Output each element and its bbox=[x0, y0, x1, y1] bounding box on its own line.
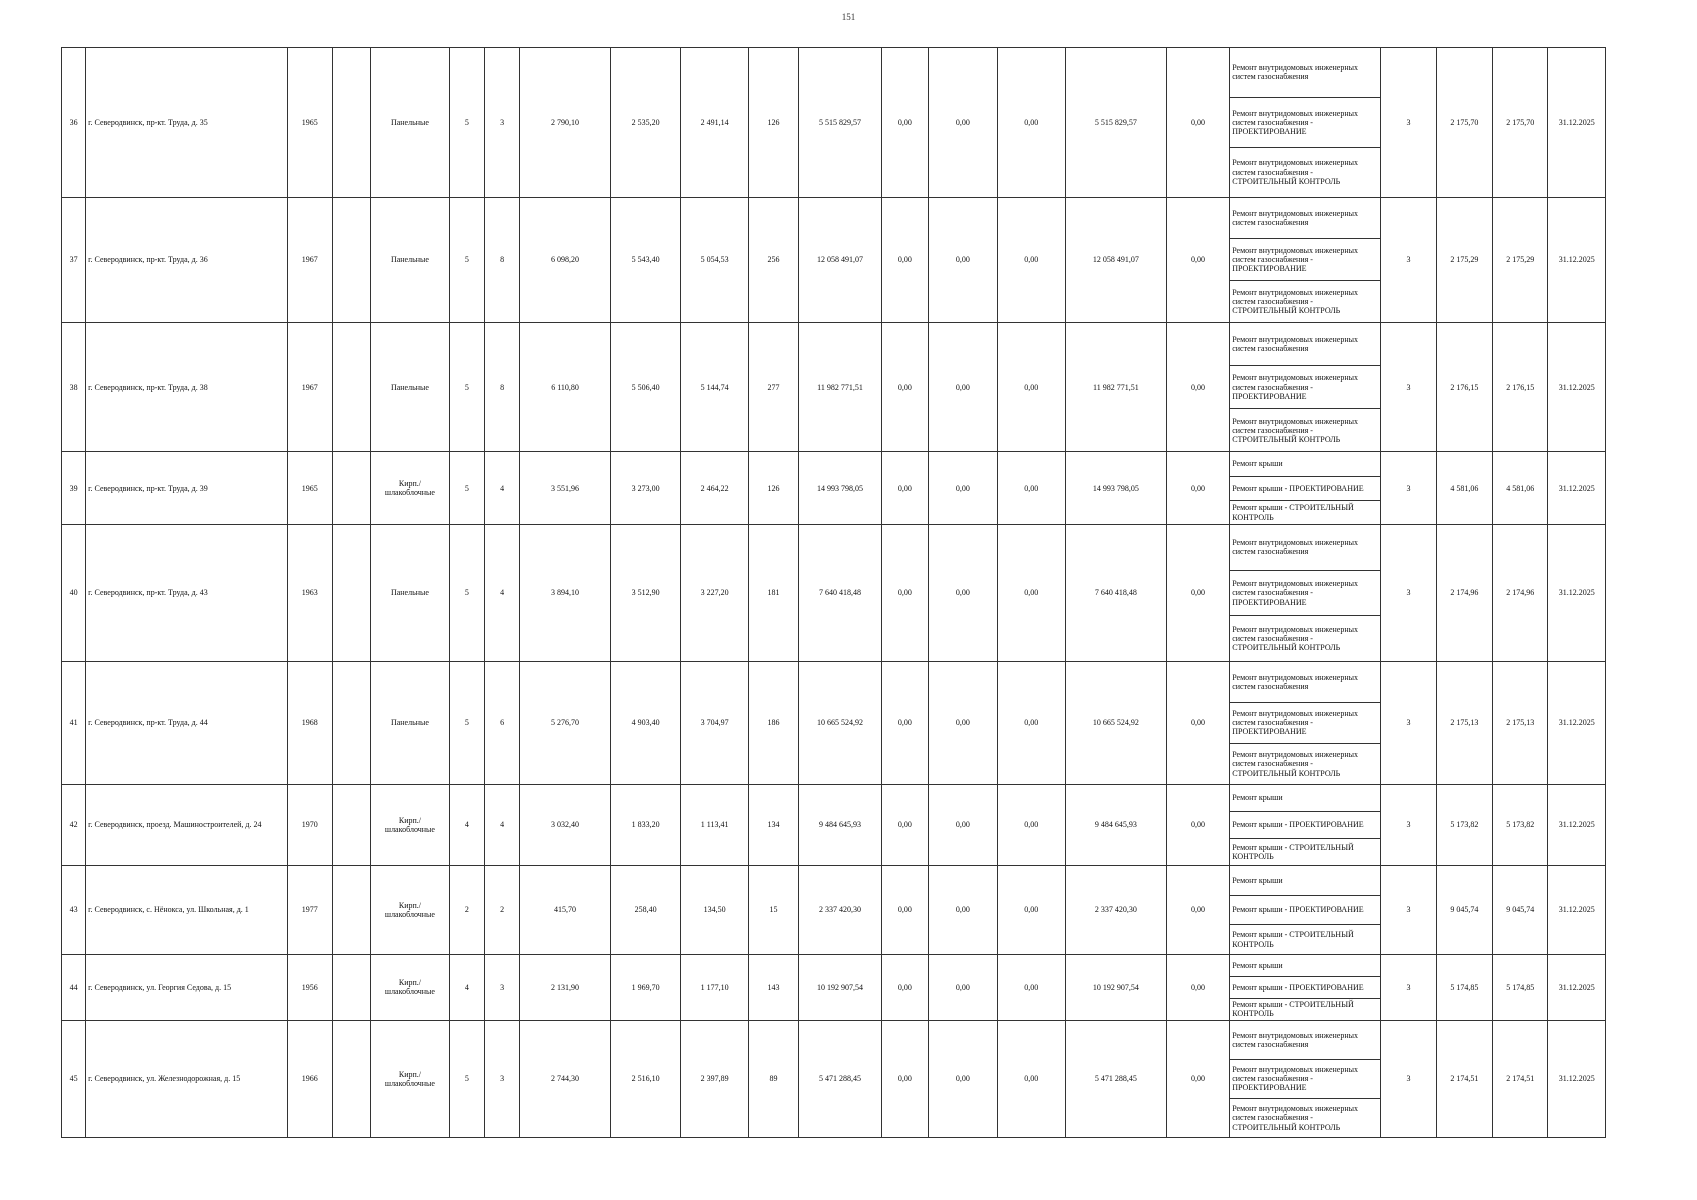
cell-blank bbox=[332, 197, 370, 322]
cell-fund2: 0,00 bbox=[929, 525, 997, 662]
cell-floors: 5 bbox=[449, 1020, 484, 1137]
table-row bbox=[62, 865, 1606, 954]
cell-address: г. Северодвинск, пр-кт. Труда, д. 35 bbox=[86, 48, 287, 198]
cell-fund2: 0,00 bbox=[929, 661, 997, 784]
cell-unit: 3 bbox=[1381, 48, 1436, 198]
cell-residents: 134 bbox=[748, 785, 798, 866]
cell-fund3: 0,00 bbox=[997, 785, 1065, 866]
cell-address: г. Северодвинск, пр-кт. Труда, д. 39 bbox=[86, 452, 287, 525]
cell-unit-cost: 4 581,06 bbox=[1436, 452, 1492, 525]
table-row bbox=[62, 323, 1606, 452]
cell-area-res: 1 177,10 bbox=[681, 954, 748, 1020]
cell-year: 1967 bbox=[287, 197, 332, 322]
cell-fund1: 0,00 bbox=[881, 1020, 928, 1137]
cell-address: г. Северодвинск, с. Нёнокса, ул. Школьная, д. 1 bbox=[86, 865, 287, 954]
cell-area-living: 5 506,40 bbox=[610, 323, 681, 452]
cell-unit: 3 bbox=[1381, 954, 1436, 1020]
work-item: Ремонт внутридомовых инженерных систем газоснабжения bbox=[1230, 1021, 1380, 1060]
work-item: Ремонт внутридомовых инженерных систем газоснабжения - СТРОИТЕЛЬНЫЙ КОНТРОЛЬ bbox=[1232, 158, 1359, 186]
cell-fund-owner: 11 982 771,51 bbox=[1066, 323, 1167, 452]
register-table bbox=[61, 47, 1606, 1138]
cell-entrances: 4 bbox=[484, 452, 519, 525]
work-item: Ремонт внутридомовых инженерных систем газоснабжения - СТРОИТЕЛЬНЫЙ КОНТРОЛЬ bbox=[1232, 1104, 1359, 1132]
work-item: Ремонт крыши - СТРОИТЕЛЬНЫЙ КОНТРОЛЬ bbox=[1232, 930, 1354, 949]
cell-unit: 3 bbox=[1381, 865, 1436, 954]
cell-entrances: 8 bbox=[484, 323, 519, 452]
cell-fund1: 0,00 bbox=[881, 525, 928, 662]
cell-area-living: 3 512,90 bbox=[610, 525, 681, 662]
cell-wall: Панельные bbox=[371, 197, 450, 322]
cell-floors: 5 bbox=[449, 323, 484, 452]
work-item: Ремонт крыши bbox=[1230, 866, 1380, 896]
cell-entrances: 3 bbox=[484, 48, 519, 198]
cell-unit-cost: 2 174,96 bbox=[1436, 525, 1492, 662]
cell-area-res: 3 704,97 bbox=[681, 661, 748, 784]
cell-area-res: 5 144,74 bbox=[681, 323, 748, 452]
cell-works bbox=[1230, 197, 1381, 322]
cell-area-living: 258,40 bbox=[610, 865, 681, 954]
cell-area-living: 2 535,20 bbox=[610, 48, 681, 198]
cell-unit: 3 bbox=[1381, 323, 1436, 452]
cell-area-total: 5 276,70 bbox=[520, 661, 611, 784]
cell-area-res: 134,50 bbox=[681, 865, 748, 954]
cell-unit-cost: 5 174,85 bbox=[1436, 954, 1492, 1020]
cell-address: г. Северодвинск, ул. Георгия Седова, д. 15 bbox=[86, 954, 287, 1020]
cell-unit-cost: 2 176,15 bbox=[1436, 323, 1492, 452]
cell-fund5: 0,00 bbox=[1166, 661, 1229, 784]
work-item: Ремонт внутридомовых инженерных систем газоснабжения bbox=[1230, 662, 1380, 703]
cell-date: 31.12.2025 bbox=[1548, 48, 1606, 198]
cell-blank bbox=[332, 865, 370, 954]
work-item: Ремонт внутридомовых инженерных систем газоснабжения - ПРОЕКТИРОВАНИЕ bbox=[1230, 1060, 1380, 1099]
cell-unit-cost: 2 174,51 bbox=[1436, 1020, 1492, 1137]
cell-fund-owner: 7 640 418,48 bbox=[1066, 525, 1167, 662]
cell-fund5: 0,00 bbox=[1166, 865, 1229, 954]
cell-wall: Кирп./ шлакоблочные bbox=[371, 785, 450, 866]
cell-year: 1965 bbox=[287, 48, 332, 198]
cell-works bbox=[1230, 525, 1381, 662]
work-item: Ремонт внутридомовых инженерных систем газоснабжения - ПРОЕКТИРОВАНИЕ bbox=[1230, 98, 1380, 148]
work-item: Ремонт внутридомовых инженерных систем газоснабжения - СТРОИТЕЛЬНЫЙ КОНТРОЛЬ bbox=[1232, 624, 1359, 653]
cell-year: 1970 bbox=[287, 785, 332, 866]
cell-entrances: 8 bbox=[484, 197, 519, 322]
cell-fund2: 0,00 bbox=[929, 865, 997, 954]
cell-max-cost: 2 176,15 bbox=[1493, 323, 1548, 452]
work-item: Ремонт крыши - СТРОИТЕЛЬНЫЙ КОНТРОЛЬ bbox=[1232, 1000, 1354, 1019]
cell-num: 41 bbox=[62, 661, 86, 784]
cell-year: 1977 bbox=[287, 865, 332, 954]
cell-residents: 126 bbox=[748, 48, 798, 198]
cell-max-cost: 2 174,51 bbox=[1493, 1020, 1548, 1137]
table-row bbox=[62, 525, 1606, 662]
cell-floors: 5 bbox=[449, 48, 484, 198]
cell-date: 31.12.2025 bbox=[1548, 661, 1606, 784]
cell-floors: 4 bbox=[449, 785, 484, 866]
work-item: Ремонт крыши - СТРОИТЕЛЬНЫЙ КОНТРОЛЬ bbox=[1232, 503, 1354, 522]
table-row bbox=[62, 785, 1606, 866]
cell-fund3: 0,00 bbox=[997, 525, 1065, 662]
cell-area-total: 2 790,10 bbox=[520, 48, 611, 198]
work-item: Ремонт внутридомовых инженерных систем газоснабжения - СТРОИТЕЛЬНЫЙ КОНТРОЛЬ bbox=[1232, 416, 1359, 444]
cell-fund-owner: 5 515 829,57 bbox=[1066, 48, 1167, 198]
cell-residents: 256 bbox=[748, 197, 798, 322]
cell-area-total: 6 098,20 bbox=[520, 197, 611, 322]
work-item: Ремонт крыши - СТРОИТЕЛЬНЫЙ КОНТРОЛЬ bbox=[1232, 842, 1354, 861]
cell-fund5: 0,00 bbox=[1166, 452, 1229, 525]
cell-fund3: 0,00 bbox=[997, 323, 1065, 452]
cell-fund1: 0,00 bbox=[881, 865, 928, 954]
cell-fund5: 0,00 bbox=[1166, 48, 1229, 198]
cell-fund5: 0,00 bbox=[1166, 525, 1229, 662]
cell-num: 39 bbox=[62, 452, 86, 525]
cell-unit-cost: 9 045,74 bbox=[1436, 865, 1492, 954]
cell-residents: 15 bbox=[748, 865, 798, 954]
cell-blank bbox=[332, 323, 370, 452]
cell-fund3: 0,00 bbox=[997, 48, 1065, 198]
cell-fund2: 0,00 bbox=[929, 48, 997, 198]
page-number: 151 bbox=[841, 12, 856, 22]
work-item: Ремонт внутридомовых инженерных систем газоснабжения bbox=[1230, 525, 1380, 571]
cell-unit-cost: 2 175,13 bbox=[1436, 661, 1492, 784]
cell-fund5: 0,00 bbox=[1166, 785, 1229, 866]
cell-area-total: 2 744,30 bbox=[520, 1020, 611, 1137]
cell-max-cost: 2 175,29 bbox=[1493, 197, 1548, 322]
cell-unit: 3 bbox=[1381, 197, 1436, 322]
cell-floors: 4 bbox=[449, 954, 484, 1020]
cell-fund1: 0,00 bbox=[881, 661, 928, 784]
cell-fund3: 0,00 bbox=[997, 865, 1065, 954]
cell-wall: Панельные bbox=[371, 48, 450, 198]
cell-area-res: 2 464,22 bbox=[681, 452, 748, 525]
cell-floors: 5 bbox=[449, 525, 484, 662]
cell-residents: 181 bbox=[748, 525, 798, 662]
cell-year: 1963 bbox=[287, 525, 332, 662]
cell-fund3: 0,00 bbox=[997, 1020, 1065, 1137]
cell-area-living: 3 273,00 bbox=[610, 452, 681, 525]
cell-fund5: 0,00 bbox=[1166, 954, 1229, 1020]
cell-cost-total: 10 192 907,54 bbox=[799, 954, 882, 1020]
cell-fund-owner: 9 484 645,93 bbox=[1066, 785, 1167, 866]
cell-address: г. Северодвинск, пр-кт. Труда, д. 44 bbox=[86, 661, 287, 784]
cell-num: 45 bbox=[62, 1020, 86, 1137]
cell-entrances: 6 bbox=[484, 661, 519, 784]
cell-date: 31.12.2025 bbox=[1548, 452, 1606, 525]
cell-fund5: 0,00 bbox=[1166, 197, 1229, 322]
cell-fund2: 0,00 bbox=[929, 197, 997, 322]
cell-fund-owner: 12 058 491,07 bbox=[1066, 197, 1167, 322]
cell-address: г. Северодвинск, пр-кт. Труда, д. 43 bbox=[86, 525, 287, 662]
cell-entrances: 3 bbox=[484, 1020, 519, 1137]
cell-fund3: 0,00 bbox=[997, 197, 1065, 322]
cell-blank bbox=[332, 954, 370, 1020]
cell-cost-total: 14 993 798,05 bbox=[799, 452, 882, 525]
cell-num: 44 bbox=[62, 954, 86, 1020]
cell-wall: Панельные bbox=[371, 323, 450, 452]
table-row bbox=[62, 452, 1606, 525]
work-item: Ремонт внутридомовых инженерных систем газоснабжения bbox=[1230, 323, 1380, 366]
work-item: Ремонт крыши - ПРОЕКТИРОВАНИЕ bbox=[1230, 977, 1380, 999]
cell-residents: 186 bbox=[748, 661, 798, 784]
cell-area-res: 5 054,53 bbox=[681, 197, 748, 322]
cell-floors: 5 bbox=[449, 452, 484, 525]
cell-unit-cost: 2 175,29 bbox=[1436, 197, 1492, 322]
cell-entrances: 2 bbox=[484, 865, 519, 954]
cell-wall: Кирп./ шлакоблочные bbox=[371, 865, 450, 954]
cell-area-res: 3 227,20 bbox=[681, 525, 748, 662]
cell-max-cost: 2 175,70 bbox=[1493, 48, 1548, 198]
cell-unit: 3 bbox=[1381, 661, 1436, 784]
cell-unit: 3 bbox=[1381, 452, 1436, 525]
cell-floors: 2 bbox=[449, 865, 484, 954]
cell-area-living: 1 833,20 bbox=[610, 785, 681, 866]
cell-area-total: 3 032,40 bbox=[520, 785, 611, 866]
cell-date: 31.12.2025 bbox=[1548, 785, 1606, 866]
work-item: Ремонт внутридомовых инженерных систем газоснабжения bbox=[1230, 48, 1380, 98]
cell-fund2: 0,00 bbox=[929, 785, 997, 866]
cell-num: 36 bbox=[62, 48, 86, 198]
cell-works bbox=[1230, 452, 1381, 525]
cell-area-total: 415,70 bbox=[520, 865, 611, 954]
cell-fund2: 0,00 bbox=[929, 1020, 997, 1137]
cell-fund-owner: 5 471 288,45 bbox=[1066, 1020, 1167, 1137]
cell-fund1: 0,00 bbox=[881, 452, 928, 525]
cell-max-cost: 2 175,13 bbox=[1493, 661, 1548, 784]
cell-unit-cost: 2 175,70 bbox=[1436, 48, 1492, 198]
cell-area-total: 3 551,96 bbox=[520, 452, 611, 525]
table-row bbox=[62, 954, 1606, 1020]
cell-wall: Кирп./ шлакоблочные bbox=[371, 452, 450, 525]
cell-year: 1956 bbox=[287, 954, 332, 1020]
cell-year: 1967 bbox=[287, 323, 332, 452]
cell-unit-cost: 5 173,82 bbox=[1436, 785, 1492, 866]
cell-num: 43 bbox=[62, 865, 86, 954]
cell-wall: Кирп./ шлакоблочные bbox=[371, 1020, 450, 1137]
work-item: Ремонт крыши bbox=[1230, 452, 1380, 476]
cell-works bbox=[1230, 954, 1381, 1020]
cell-blank bbox=[332, 661, 370, 784]
cell-num: 40 bbox=[62, 525, 86, 662]
cell-wall: Панельные bbox=[371, 525, 450, 662]
cell-fund1: 0,00 bbox=[881, 197, 928, 322]
work-item: Ремонт крыши - ПРОЕКТИРОВАНИЕ bbox=[1230, 896, 1380, 926]
cell-entrances: 4 bbox=[484, 525, 519, 662]
cell-year: 1965 bbox=[287, 452, 332, 525]
cell-year: 1968 bbox=[287, 661, 332, 784]
cell-unit: 3 bbox=[1381, 525, 1436, 662]
cell-works bbox=[1230, 1020, 1381, 1137]
cell-cost-total: 12 058 491,07 bbox=[799, 197, 882, 322]
cell-area-total: 6 110,80 bbox=[520, 323, 611, 452]
cell-fund-owner: 14 993 798,05 bbox=[1066, 452, 1167, 525]
cell-fund-owner: 10 192 907,54 bbox=[1066, 954, 1167, 1020]
cell-fund2: 0,00 bbox=[929, 954, 997, 1020]
cell-works bbox=[1230, 661, 1381, 784]
cell-blank bbox=[332, 785, 370, 866]
cell-area-res: 2 491,14 bbox=[681, 48, 748, 198]
work-item: Ремонт крыши bbox=[1230, 955, 1380, 977]
cell-fund2: 0,00 bbox=[929, 323, 997, 452]
cell-address: г. Северодвинск, пр-кт. Труда, д. 36 bbox=[86, 197, 287, 322]
cell-entrances: 3 bbox=[484, 954, 519, 1020]
cell-fund1: 0,00 bbox=[881, 48, 928, 198]
work-item: Ремонт внутридомовых инженерных систем газоснабжения - ПРОЕКТИРОВАНИЕ bbox=[1230, 239, 1380, 281]
table-row bbox=[62, 48, 1606, 198]
cell-date: 31.12.2025 bbox=[1548, 525, 1606, 662]
cell-year: 1966 bbox=[287, 1020, 332, 1137]
cell-area-living: 5 543,40 bbox=[610, 197, 681, 322]
cell-date: 31.12.2025 bbox=[1548, 954, 1606, 1020]
cell-works bbox=[1230, 48, 1381, 198]
cell-residents: 89 bbox=[748, 1020, 798, 1137]
table-row bbox=[62, 661, 1606, 784]
cell-fund2: 0,00 bbox=[929, 452, 997, 525]
cell-fund-owner: 10 665 524,92 bbox=[1066, 661, 1167, 784]
cell-floors: 5 bbox=[449, 197, 484, 322]
cell-date: 31.12.2025 bbox=[1548, 197, 1606, 322]
cell-max-cost: 2 174,96 bbox=[1493, 525, 1548, 662]
cell-area-res: 2 397,89 bbox=[681, 1020, 748, 1137]
cell-unit: 3 bbox=[1381, 785, 1436, 866]
work-item: Ремонт внутридомовых инженерных систем газоснабжения - ПРОЕКТИРОВАНИЕ bbox=[1230, 366, 1380, 409]
cell-fund3: 0,00 bbox=[997, 954, 1065, 1020]
cell-blank bbox=[332, 525, 370, 662]
cell-blank bbox=[332, 452, 370, 525]
cell-max-cost: 9 045,74 bbox=[1493, 865, 1548, 954]
cell-fund1: 0,00 bbox=[881, 323, 928, 452]
cell-fund1: 0,00 bbox=[881, 954, 928, 1020]
cell-max-cost: 5 173,82 bbox=[1493, 785, 1548, 866]
cell-floors: 5 bbox=[449, 661, 484, 784]
cell-works bbox=[1230, 323, 1381, 452]
cell-cost-total: 10 665 524,92 bbox=[799, 661, 882, 784]
cell-wall: Панельные bbox=[371, 661, 450, 784]
cell-blank bbox=[332, 1020, 370, 1137]
table-row bbox=[62, 197, 1606, 322]
cell-address: г. Северодвинск, ул. Железнодорожная, д. 15 bbox=[86, 1020, 287, 1137]
cell-num: 38 bbox=[62, 323, 86, 452]
cell-cost-total: 11 982 771,51 bbox=[799, 323, 882, 452]
cell-works bbox=[1230, 785, 1381, 866]
cell-entrances: 4 bbox=[484, 785, 519, 866]
cell-area-living: 4 903,40 bbox=[610, 661, 681, 784]
cell-cost-total: 2 337 420,30 bbox=[799, 865, 882, 954]
cell-area-res: 1 113,41 bbox=[681, 785, 748, 866]
cell-cost-total: 5 515 829,57 bbox=[799, 48, 882, 198]
work-item: Ремонт крыши - ПРОЕКТИРОВАНИЕ bbox=[1230, 812, 1380, 839]
cell-fund3: 0,00 bbox=[997, 661, 1065, 784]
cell-fund1: 0,00 bbox=[881, 785, 928, 866]
cell-num: 37 bbox=[62, 197, 86, 322]
work-item: Ремонт крыши - ПРОЕКТИРОВАНИЕ bbox=[1230, 477, 1380, 501]
cell-address: г. Северодвинск, проезд. Машиностроителей, д. 24 bbox=[86, 785, 287, 866]
cell-date: 31.12.2025 bbox=[1548, 865, 1606, 954]
cell-residents: 143 bbox=[748, 954, 798, 1020]
cell-date: 31.12.2025 bbox=[1548, 323, 1606, 452]
work-item: Ремонт внутридомовых инженерных систем газоснабжения bbox=[1230, 198, 1380, 240]
cell-area-total: 3 894,10 bbox=[520, 525, 611, 662]
work-item: Ремонт внутридомовых инженерных систем газоснабжения - ПРОЕКТИРОВАНИЕ bbox=[1230, 703, 1380, 744]
cell-wall: Кирп./ шлакоблочные bbox=[371, 954, 450, 1020]
cell-residents: 126 bbox=[748, 452, 798, 525]
cell-max-cost: 5 174,85 bbox=[1493, 954, 1548, 1020]
cell-date: 31.12.2025 bbox=[1548, 1020, 1606, 1137]
cell-fund-owner: 2 337 420,30 bbox=[1066, 865, 1167, 954]
cell-fund5: 0,00 bbox=[1166, 323, 1229, 452]
cell-area-total: 2 131,90 bbox=[520, 954, 611, 1020]
cell-cost-total: 7 640 418,48 bbox=[799, 525, 882, 662]
cell-max-cost: 4 581,06 bbox=[1493, 452, 1548, 525]
work-item: Ремонт внутридомовых инженерных систем газоснабжения - СТРОИТЕЛЬНЫЙ КОНТРОЛЬ bbox=[1232, 750, 1359, 778]
cell-blank bbox=[332, 48, 370, 198]
work-item: Ремонт внутридомовых инженерных систем газоснабжения - ПРОЕКТИРОВАНИЕ bbox=[1230, 571, 1380, 617]
work-item: Ремонт крыши bbox=[1230, 785, 1380, 812]
cell-area-living: 1 969,70 bbox=[610, 954, 681, 1020]
table-row bbox=[62, 1020, 1606, 1137]
cell-works bbox=[1230, 865, 1381, 954]
cell-address: г. Северодвинск, пр-кт. Труда, д. 38 bbox=[86, 323, 287, 452]
work-item: Ремонт внутридомовых инженерных систем газоснабжения - СТРОИТЕЛЬНЫЙ КОНТРОЛЬ bbox=[1232, 287, 1359, 316]
cell-unit: 3 bbox=[1381, 1020, 1436, 1137]
cell-fund5: 0,00 bbox=[1166, 1020, 1229, 1137]
cell-cost-total: 9 484 645,93 bbox=[799, 785, 882, 866]
cell-area-living: 2 516,10 bbox=[610, 1020, 681, 1137]
cell-fund3: 0,00 bbox=[997, 452, 1065, 525]
cell-num: 42 bbox=[62, 785, 86, 866]
cell-cost-total: 5 471 288,45 bbox=[799, 1020, 882, 1137]
cell-residents: 277 bbox=[748, 323, 798, 452]
